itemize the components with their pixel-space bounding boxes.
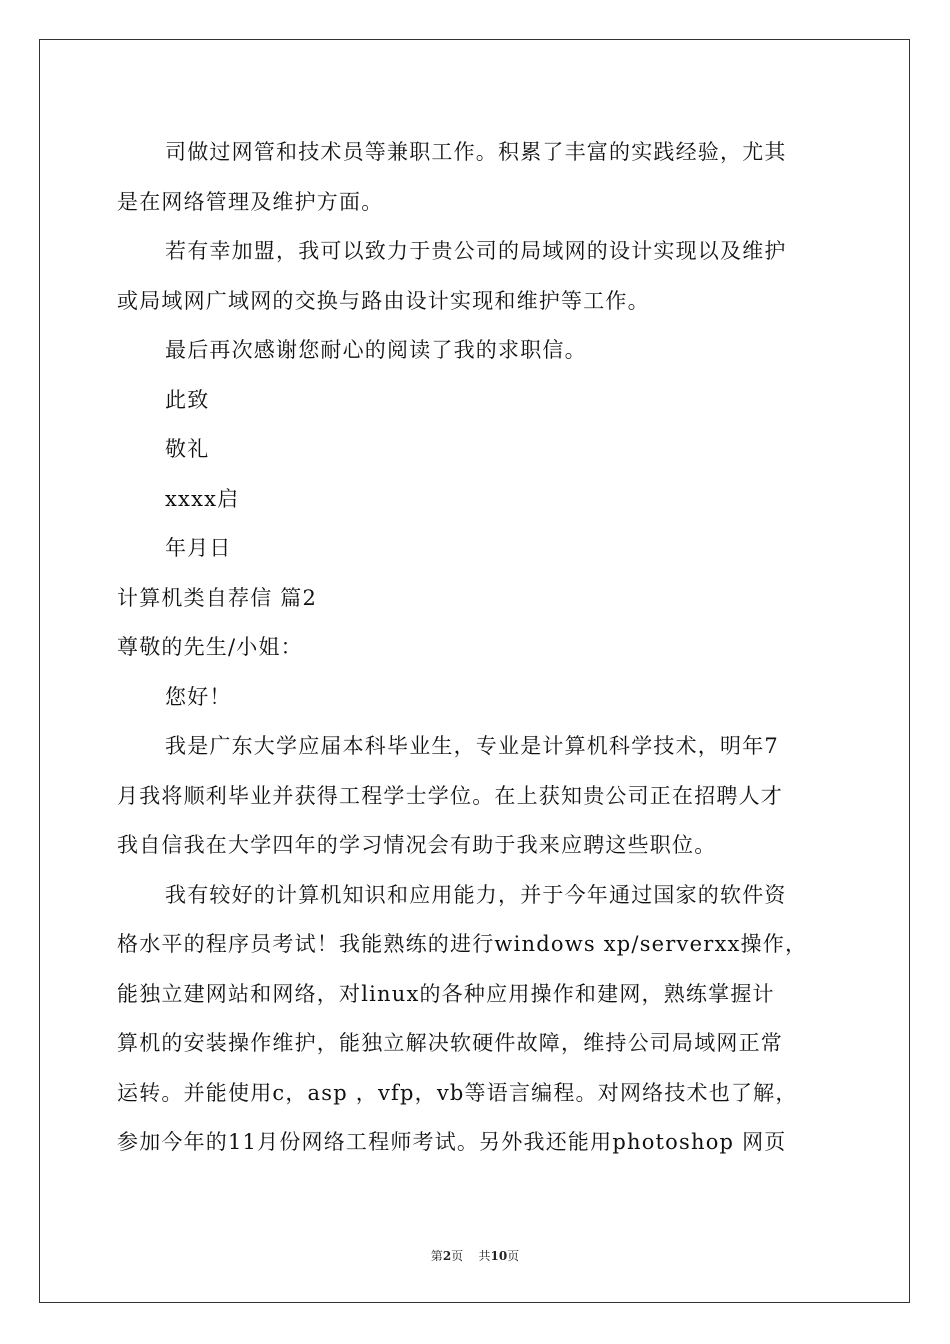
text-line: 我是广东大学应届本科毕业生，专业是计算机科学技术，明年7 — [165, 734, 779, 758]
text-line: 此致 — [165, 387, 210, 412]
text-line: 格水平的程序员考试！我能熟练的进行windows xp/serverxx操作， — [117, 932, 808, 956]
text-line: 算机的安装操作维护，能独立解决软硬件故障，维持公司局域网正常 — [117, 1031, 783, 1055]
footer-page-number: 2 — [442, 1249, 452, 1263]
text-line: 是在网络管理及维护方面。 — [117, 189, 384, 214]
text-line: 计算机类自荐信 篇2 — [117, 585, 318, 610]
text-line: 尊敬的先生/小姐： — [117, 635, 303, 659]
text-line: 最后再次感谢您耐心的阅读了我的求职信。 — [165, 338, 587, 362]
text-line: xxxx启 — [165, 486, 240, 511]
text-line: 我有较好的计算机知识和应用能力，并于今年通过国家的软件资 — [165, 882, 787, 907]
text-line: 月我将顺利毕业并获得工程学士学位。在上获知贵公司正在招聘人才 — [117, 783, 783, 808]
text-line: 参加今年的11月份网络工程师考试。另外我还能用photoshop 网页 — [117, 1130, 787, 1154]
text-line: 运转。并能使用c，asp ，vfp，vb等语言编程。对网络技术也了解， — [117, 1080, 798, 1105]
footer-total-pages: 10 — [490, 1249, 508, 1263]
footer-page-suffix: 页 — [451, 1249, 464, 1263]
text-line: 司做过网管和技术员等兼职工作。积累了丰富的实践经验，尤其 — [165, 140, 787, 164]
footer-total-suffix: 页 — [507, 1249, 520, 1263]
text-line: 能独立建网站和网络，对linux的各种应用操作和建网，熟练掌握计 — [117, 981, 775, 1006]
document-body — [117, 128, 837, 1168]
text-line: 若有幸加盟，我可以致力于贵公司的局域网的设计实现以及维护 — [165, 239, 787, 263]
page-footer — [0, 1247, 950, 1264]
footer-page-prefix: 第 — [430, 1249, 443, 1263]
text-line: 您好！ — [165, 684, 232, 709]
footer-total-prefix: 共 — [478, 1249, 491, 1263]
text-line: 或局域网广域网的交换与路由设计实现和维护等工作。 — [117, 288, 650, 313]
text-line: 敬礼 — [165, 437, 210, 461]
text-line: 我自信我在大学四年的学习情况会有助于我来应聘这些职位。 — [117, 833, 717, 857]
text-line: 年月日 — [165, 536, 232, 560]
